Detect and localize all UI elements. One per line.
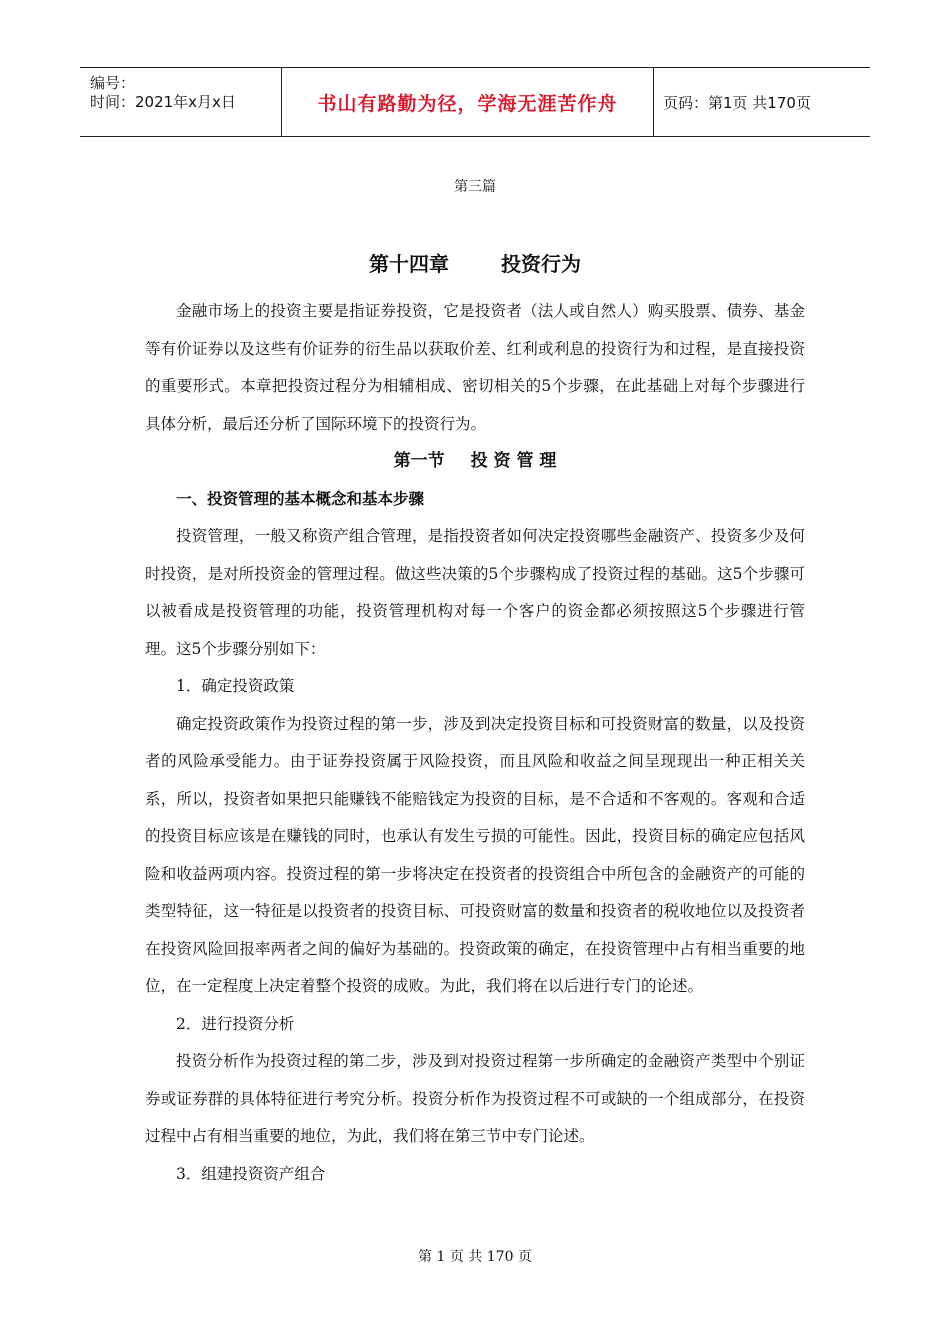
chapter-title: 投资行为 (501, 252, 581, 276)
section-title: 投 资 管 理 (470, 451, 557, 471)
paragraph: 投资管理，一般又称资产组合管理，是指投资者如何决定投资哪些金融资产、投资多少及何时投资，是对所投资金的管理过程。做这些决策的5个步骤构成了投资过程的基础。这5个步骤可以被看成是投资管理的功能，投资管理机构对每一个客户的资金都必须按照这5个步骤进行管理。这5个步骤分别如下： (145, 527, 805, 658)
list-item: 2．进行投资分析 (176, 1014, 295, 1033)
chapter-heading (0, 248, 950, 277)
header-meta (80, 68, 280, 136)
section-number: 第一节 (393, 451, 445, 471)
list-item: 1．确定投资政策 (176, 677, 295, 695)
page-footer: 第 1 页 共 170 页 (418, 1249, 532, 1265)
subsection-heading: 一、投资管理的基本概念和基本步骤 (176, 489, 425, 508)
part-title: 第三篇 (454, 179, 496, 195)
header-motto-cell (281, 68, 654, 136)
page-info: 页码：第1页 共170页 (663, 93, 811, 112)
intro-paragraph: 金融市场上的投资主要是指证券投资，它是投资者（法人或自然人）购买股票、债券、基金等有价证券以及这些有价证券的衍生品以获取价差、红利或利息的投资行为和过程，是直接投资的重要形式。本章把投资过程分为相辅相成、密切相关的5个步骤，在此基础上对每个步骤进行具体分析，最后还分析了国际环境下的投资行为。 (145, 302, 805, 433)
chapter-number: 第十四章 (369, 252, 449, 276)
time-label: 时间：2021年x月x日 (90, 93, 236, 111)
list-item: 3．组建投资资产组合 (176, 1164, 326, 1183)
page-header (80, 67, 870, 137)
section-heading (145, 443, 805, 481)
document-body (145, 293, 805, 1193)
motto: 书山有路勤为径，学海无涯苦作舟 (317, 92, 618, 115)
header-page-cell (653, 68, 870, 136)
paragraph: 确定投资政策作为投资过程的第一步，涉及到决定投资目标和可投资财富的数量，以及投资者的风险承受能力。由于证券投资属于风险投资，而且风险和收益之间呈现现出一种正相关关系，所以，投资者如果把只能赚钱不能赔钱定为投资的目标，是不合适和不客观的。客观和合适的投资目标应该是在赚钱的同时，也承认有发生亏损的可能性。因此，投资目标的确定应包括风险和收益两项内容。投资过程的第一步将决定在投资者的投资组合中所包含的金融资产的可能的类型特征，这一特征是以投资者的投资目标、可投资财富的数量和投资者的税收地位以及投资者在投资风险回报率两者之间的偏好为基础的。投资政策的确定，在投资管理中占有相当重要的地位，在一定程度上决定着整个投资的成败。为此，我们将在以后进行专门的论述。 (145, 714, 805, 995)
number-label: 编号： (90, 74, 136, 92)
paragraph: 投资分析作为投资过程的第二步，涉及到对投资过程第一步所确定的金融资产类型中个别证券或证券群的具体特征进行考究分析。投资分析作为投资过程不可或缺的一个组成部分，在投资过程中占有相当重要的地位，为此，我们将在第三节中专门论述。 (145, 1052, 805, 1145)
